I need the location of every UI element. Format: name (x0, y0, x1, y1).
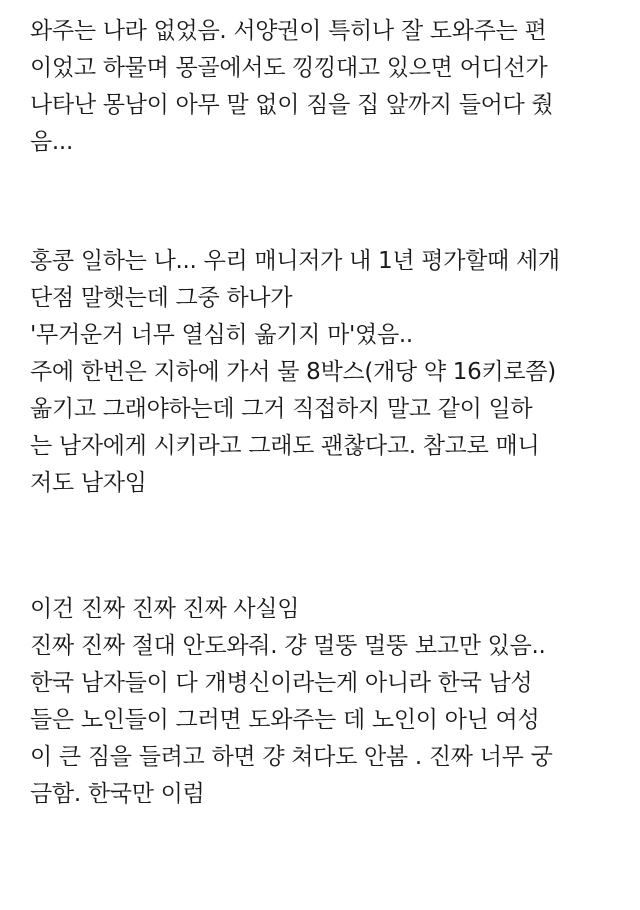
text-line: 옮기고 그래야하는데 그거 직접하지 말고 같이 일하 (30, 396, 533, 422)
paragraph-2 (30, 243, 630, 502)
text-line: 금함. 한국만 이럼 (30, 781, 205, 807)
text-line: 이었고 하물며 몽골에서도 낑낑대고 있으면 어디선가 (30, 55, 548, 81)
text-line: 진짜 진짜 절대 안도와줘. 걍 멀뚱 멀뚱 보고만 있음.. (30, 633, 546, 659)
paragraph-3 (30, 591, 630, 813)
text-line: 한국 남자들이 다 개병신이라는게 아니라 한국 남성 (30, 670, 533, 696)
text-line (30, 0, 630, 13)
paragraph-spacer (30, 502, 630, 591)
text-line: 이 큰 짐을 들려고 하면 걍 쳐다도 안봄 . 진짜 너무 궁 (30, 744, 553, 770)
text-line: '무거운거 너무 열심히 옮기지 마'였음.. (30, 322, 413, 348)
paragraph-spacer (30, 161, 630, 243)
text-line: 홍콩 일하는 나... 우리 매니저가 내 1년 평가할때 세개 (30, 248, 560, 274)
text-line: 단점 말햇는데 그중 하나가 (30, 285, 293, 311)
text-line: 나타난 몽남이 아무 말 없이 짐을 집 앞까지 들어다 줬 (30, 92, 554, 118)
text-line: 저도 남자임 (30, 470, 147, 496)
text-line: 와주는 나라 없었음. 서양권이 특히나 잘 도와주는 편 (30, 18, 547, 44)
post-body (30, 0, 630, 813)
text-line: 이건 진짜 진짜 진짜 사실임 (30, 596, 300, 622)
text-line: 는 남자에게 시키라고 그래도 괜찮다고. 참고로 매니 (30, 433, 540, 459)
text-line: 주에 한번은 지하에 가서 물 8박스(개당 약 16키로쯤) (30, 359, 556, 385)
text-line: 음... (30, 129, 73, 155)
text-line: 들은 노인들이 그러면 도와주는 데 노인이 아닌 여성 (30, 707, 540, 733)
paragraph-1 (30, 0, 630, 161)
